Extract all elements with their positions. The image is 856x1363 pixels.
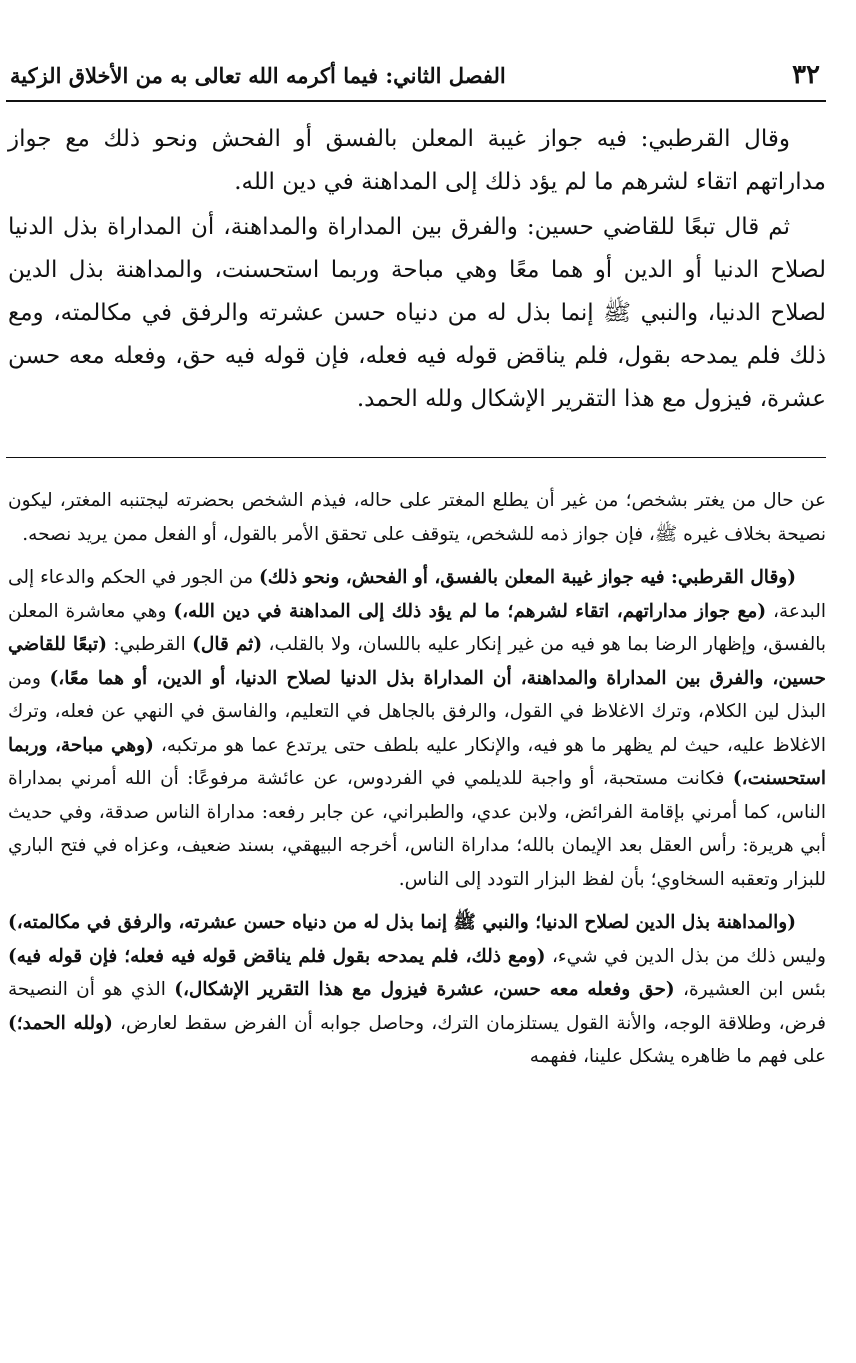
quoted-text: (مع جواز مداراتهم، اتقاء لشرهم؛ ما لم يؤد ذلك إلى المداهنة في دين الله،) [173,600,767,622]
commentary-paragraph-2 [8,561,826,896]
quoted-text: (ثم قال) [192,634,263,655]
main-text-paragraph-1: وقال القرطبي: فيه جواز غيبة المعلن بالفسق أو الفحش ونحو ذلك مع جواز مداراتهم اتقاء لشرهم ما لم يؤد ذلك إلى المداهنة في دين الله. [8,126,826,195]
page-number: ٣٢ [792,60,820,90]
quoted-text: (حق وفعله معه حسن، عشرة فيزول مع هذا التقرير الإشكال،) [174,979,675,1000]
quoted-text: (وهي مباحة، وربما استحسنت،) [8,734,826,789]
explanation-text: وهي معاشرة المعلن بالفسق، وإظهار الرضا بما هو فيه من غير إنكار عليه باللسان، ولا بالقلب، [8,600,826,655]
explanation-text: القرطبي: [106,634,193,655]
quoted-text: (والمداهنة بذل الدين لصلاح الدنيا؛ والنبي ﷺ إنما بذل له من دنياه حسن عشرته، والرفق في مكالمته،) [8,912,796,933]
explanation-text: بئس ابن العشيرة، [674,979,826,1000]
chapter-title: الفصل الثاني: فيما أكرمه الله تعالى به من الأخلاق الزكية [10,62,506,88]
commentary-paragraph-1: عن حال من يغتر بشخص؛ من غير أن يطلع المغتر على حاله، فيذم الشخص بحضرته ليجتنبه المغتر، ليكون نصيحة بخلاف غيره ﷺ، فإن جواز ذمه للشخص، يتوقف على تحقق الأمر بالقول، أو الفعل ممن يريد نصحه. [8,490,826,545]
explanation-text: من الجور في الحكم والدعاء إلى البدعة، [8,567,826,622]
quoted-text: (ومع ذلك، فلم يمدحه بقول فلم يناقض قوله فيه فعله؛ فإن قوله فيه) [8,945,546,967]
commentary-paragraph-3 [8,906,826,1074]
footnote-divider [6,457,826,458]
commentary-text [8,484,826,1084]
quoted-text: (ولله الحمد؛) [8,1012,113,1034]
main-text-paragraph-2: ثم قال تبعًا للقاضي حسين: والفرق بين المداراة والمداهنة، أن المداراة بذل الدنيا لصلاح الدنيا أو الدين أو هما معًا وهي مباحة وربما استحسنت، والمداهنة بذل الدين لصلاح الدنيا، والنبي ﷺ إنما بذل له من دنياه حسن عشرته والرفق في مكالمته، ومع ذلك فلم يمدحه بقول، فلم يناقض قوله فيه فعله، فإن قوله فيه حق، وفعله معه حسن عشرة، فيزول مع هذا التقرير الإشكال ولله الحمد. [8,214,826,412]
explanation-text: وليس ذلك من بذل الدين في شيء، [545,945,826,967]
explanation-text: الذي هو أن النصيحة فرض، وطلاقة الوجه، والأنة القول يستلزمان الترك، وحاصل جوابه أن الفرض سقط لعارض، [8,979,827,1034]
main-text [8,118,826,423]
quoted-text: (تبعًا للقاضي حسين، والفرق بين المداراة والمداهنة، أن المداراة بذل الدنيا لصلاح الدنيا، أو الدين، أو هما معًا،) [8,634,826,689]
explanation-text: ومن البذل لين الكلام، وترك الاغلاظ في القول، والرفق بالجاهل في التعليم، والفاسق في النهي عن فعله، وترك الاغلاظ عليه، حيث لم يظهر ما هو فيه، والإنكار عليه بلطف حتى يرتدع عما هو مرتكبه، [8,667,827,756]
quoted-text: (وقال القرطبي: فيه جواز غيبة المعلن بالفسق، أو الفحش، ونحو ذلك) [259,567,796,588]
page-header [6,50,826,102]
explanation-text: فكانت مستحبة، أو واجبة للديلمي في الفردوس، عن عائشة مرفوعًا: أن الله أمرني بمداراة الناس، كما أمرني بإقامة الفرائض، ولابن عدي، والطبراني، عن جابر رفعه: مداراة الناس صدقة، وفي حديث أبي هريرة: رأس العقل بعد الإيمان بالله؛ مداراة الناس، أخرجه البيهقي، بسند ضعيف، وعزاه في فتح الباري للبزار وتعقبه السخاوي؛ بأن لفظ البزار التودد إلى الناس. [8,768,826,890]
explanation-text: على فهم ما ظاهره يشكل علينا، ففهمه [529,1046,826,1067]
